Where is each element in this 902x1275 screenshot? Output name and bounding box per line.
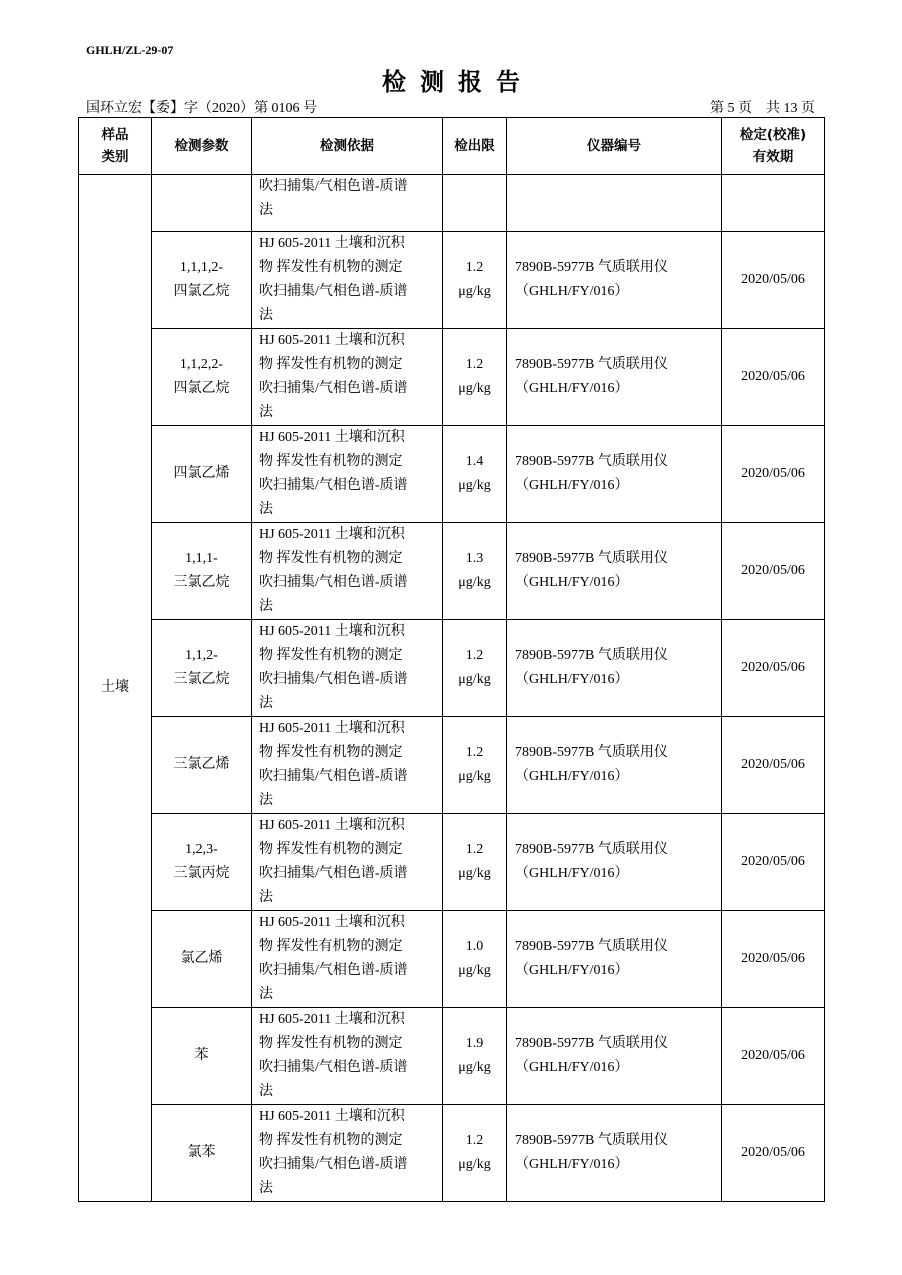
table-row	[79, 1105, 825, 1202]
limit-cell: 1.2 μg/kg	[443, 814, 507, 911]
header-instrument: 仪器编号	[507, 118, 722, 175]
instrument-cell: 7890B-5977B 气质联用仪 （GHLH/FY/016）	[507, 911, 722, 1008]
parameter-cell: 三氯乙烯	[152, 717, 252, 814]
page-indicator	[710, 97, 815, 117]
sample-type-cell: 土壤	[79, 175, 152, 1202]
parameter-cell: 苯	[152, 1008, 252, 1105]
header-limit: 检出限	[443, 118, 507, 175]
report-title: 检测报告	[382, 68, 534, 96]
parameter-cell: 1,1,1- 三氯乙烷	[152, 523, 252, 620]
instrument-cell: 7890B-5977B 气质联用仪 （GHLH/FY/016）	[507, 232, 722, 329]
instrument-cell: 7890B-5977B 气质联用仪 （GHLH/FY/016）	[507, 523, 722, 620]
report-number: 国环立宏【委】字（2020）第 0106 号	[86, 101, 317, 116]
validity-cell: 2020/05/06	[722, 329, 825, 426]
header-basis: 检测依据	[252, 118, 443, 175]
parameter-cell: 1,1,2,2- 四氯乙烷	[152, 329, 252, 426]
validity-cell: 2020/05/06	[722, 1008, 825, 1105]
table-row	[79, 620, 825, 717]
basis-cell: HJ 605-2011 土壤和沉积 物 挥发性有机物的测定 吹扫捕集/气相色谱-质谱 法	[252, 329, 443, 426]
table-row-continuation	[79, 175, 825, 232]
table-header-row	[79, 118, 825, 175]
table-row	[79, 426, 825, 523]
basis-cell: HJ 605-2011 土壤和沉积 物 挥发性有机物的测定 吹扫捕集/气相色谱-质谱 法	[252, 426, 443, 523]
parameter-cell: 氯乙烯	[152, 911, 252, 1008]
basis-cell: HJ 605-2011 土壤和沉积 物 挥发性有机物的测定 吹扫捕集/气相色谱-质谱 法	[252, 717, 443, 814]
parameter-cell: 四氯乙烯	[152, 426, 252, 523]
page-total: 共 13 页	[766, 101, 815, 116]
limit-cell: 1.9 μg/kg	[443, 1008, 507, 1105]
validity-cell: 2020/05/06	[722, 620, 825, 717]
limit-cell: 1.2 μg/kg	[443, 717, 507, 814]
validity-cell: 2020/05/06	[722, 523, 825, 620]
table-row	[79, 814, 825, 911]
basis-cell: HJ 605-2011 土壤和沉积 物 挥发性有机物的测定 吹扫捕集/气相色谱-质谱 法	[252, 523, 443, 620]
instrument-cell	[507, 175, 722, 232]
results-table	[78, 117, 825, 1202]
header-parameter: 检测参数	[152, 118, 252, 175]
page-current: 第 5 页	[710, 101, 752, 116]
table-row	[79, 329, 825, 426]
validity-cell: 2020/05/06	[722, 717, 825, 814]
instrument-cell: 7890B-5977B 气质联用仪 （GHLH/FY/016）	[507, 620, 722, 717]
instrument-cell: 7890B-5977B 气质联用仪 （GHLH/FY/016）	[507, 1008, 722, 1105]
instrument-cell: 7890B-5977B 气质联用仪 （GHLH/FY/016）	[507, 717, 722, 814]
basis-cell: HJ 605-2011 土壤和沉积 物 挥发性有机物的测定 吹扫捕集/气相色谱-质谱 法	[252, 814, 443, 911]
table-row	[79, 232, 825, 329]
basis-cell: HJ 605-2011 土壤和沉积 物 挥发性有机物的测定 吹扫捕集/气相色谱-质谱 法	[252, 620, 443, 717]
header-sample-type: 样品 类别	[79, 118, 152, 175]
validity-cell: 2020/05/06	[722, 814, 825, 911]
report-meta-line	[86, 97, 815, 117]
instrument-cell: 7890B-5977B 气质联用仪 （GHLH/FY/016）	[507, 814, 722, 911]
basis-cell: 吹扫捕集/气相色谱-质谱 法	[252, 175, 443, 232]
validity-cell: 2020/05/06	[722, 232, 825, 329]
instrument-cell: 7890B-5977B 气质联用仪 （GHLH/FY/016）	[507, 1105, 722, 1202]
header-validity: 检定(校准) 有效期	[722, 118, 825, 175]
table-row	[79, 523, 825, 620]
validity-cell: 2020/05/06	[722, 1105, 825, 1202]
limit-cell: 1.2 μg/kg	[443, 329, 507, 426]
table-row	[79, 911, 825, 1008]
basis-cell: HJ 605-2011 土壤和沉积 物 挥发性有机物的测定 吹扫捕集/气相色谱-质谱 法	[252, 911, 443, 1008]
parameter-cell: 1,2,3- 三氯丙烷	[152, 814, 252, 911]
limit-cell	[443, 175, 507, 232]
document-code: GHLH/ZL-29-07	[86, 43, 174, 57]
limit-cell: 1.4 μg/kg	[443, 426, 507, 523]
limit-cell: 1.2 μg/kg	[443, 232, 507, 329]
table-row	[79, 1008, 825, 1105]
table-row	[79, 717, 825, 814]
basis-cell: HJ 605-2011 土壤和沉积 物 挥发性有机物的测定 吹扫捕集/气相色谱-质谱 法	[252, 1008, 443, 1105]
parameter-cell: 1,1,2- 三氯乙烷	[152, 620, 252, 717]
limit-cell: 1.3 μg/kg	[443, 523, 507, 620]
limit-cell: 1.0 μg/kg	[443, 911, 507, 1008]
instrument-cell: 7890B-5977B 气质联用仪 （GHLH/FY/016）	[507, 426, 722, 523]
parameter-cell	[152, 175, 252, 232]
basis-cell: HJ 605-2011 土壤和沉积 物 挥发性有机物的测定 吹扫捕集/气相色谱-质谱 法	[252, 1105, 443, 1202]
validity-cell	[722, 175, 825, 232]
limit-cell: 1.2 μg/kg	[443, 620, 507, 717]
parameter-cell: 1,1,1,2- 四氯乙烷	[152, 232, 252, 329]
parameter-cell: 氯苯	[152, 1105, 252, 1202]
basis-cell: HJ 605-2011 土壤和沉积 物 挥发性有机物的测定 吹扫捕集/气相色谱-质谱 法	[252, 232, 443, 329]
validity-cell: 2020/05/06	[722, 426, 825, 523]
validity-cell: 2020/05/06	[722, 911, 825, 1008]
limit-cell: 1.2 μg/kg	[443, 1105, 507, 1202]
instrument-cell: 7890B-5977B 气质联用仪 （GHLH/FY/016）	[507, 329, 722, 426]
